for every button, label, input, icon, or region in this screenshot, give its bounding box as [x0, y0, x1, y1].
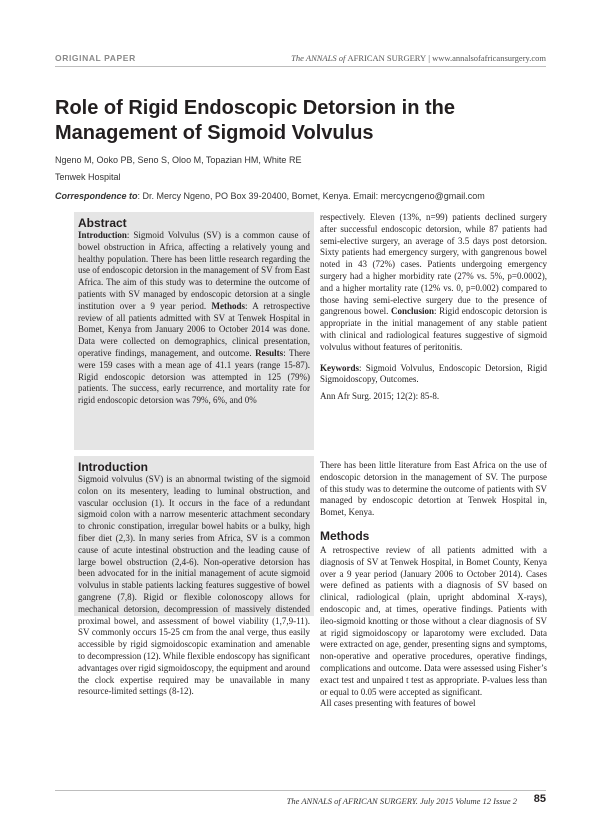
journal-name: AFRICAN SURGERY	[347, 53, 427, 63]
journal-header	[291, 53, 546, 63]
introduction-column-1	[78, 460, 310, 698]
page-number: 85	[533, 793, 546, 805]
article-title: Role of Rigid Endoscopic Detorsion in the Management of Sigmoid Volvulus	[55, 97, 456, 144]
correspondence	[55, 191, 485, 201]
abstract-results-cont: respectively. Eleven (13%, n=99) patients declined surgery after successful endoscopic detorsion, while 87 patients had semi-elective surgery, an average of 3.5 days post detorsion. Sixty patients had emergency surgery, with gangrenous bowel noted in 43 (72%) cases. Patients undergoing emergency surgery had a higher morbidity rate (27% vs. 5%, p=0.0002), and a higher mortality rate (12% vs. 0, p=0.002) compared to those having semi-elective surgery due to the presence of gangrenous bowel.	[320, 212, 547, 317]
introduction-text-1: Sigmoid volvulus (SV) is an abnormal twisting of the sigmoid colon on its mesentery, leading to luminal obstruction, and vascular occlusion (1). It occurs in the face of a redundant sigmoid colon with a narrow mesenteric attachment secondary to chronic constipation, irregular bowel habits or a bulky, high fiber diet (2,3). In many series from Africa, SV is a common cause of acute intestinal obstruction and the leading cause of large bowel obstruction (2,4-6). Non-operative detorsion has been advocated for in the initial management of acute sigmoid volvulus in stable patients lacking features suggestive of bowel gangrene (7,8). Rigid or flexible colonoscopy allows for mechanical detorsion, decompression of massively distended proximal bowel, and assessment of bowel viability (1,7,9-11). SV commonly occurs 15-25 cm from the anal verge, thus easily accessible by rigid sigmoidoscopic examination and amenable to decompression (12). While flexible endoscopy has significant advantages over rigid sigmoidoscopy, the equipment and around the clock expertise required may be unavailable in many resource-limited settings (8-12).	[78, 474, 310, 697]
abstract-intro-label: Introduction	[78, 230, 127, 240]
abstract-methods-text: : A retrospective review of all patients admitted with SV at Tenwek Hospital in Bomet, Kenya from January 2006 to October 2014 was done. Data were collected on demographics, clinical presentation, operative findings, management, and outcome.	[78, 300, 311, 358]
abstract-column-1	[78, 216, 310, 407]
affiliation: Tenwek Hospital	[55, 172, 121, 182]
methods-heading: Methods	[320, 528, 370, 543]
abstract-results-label: Results	[255, 347, 284, 358]
footer-journal-ref: The ANNALS of AFRICAN SURGERY. July 2015 Volume 12 Issue 2	[286, 796, 517, 806]
correspondence-label: Correspondence to	[55, 191, 138, 201]
abstract-results-text: : There were 159 cases with a mean age of 41.1 years (range 15-87). Rigid endoscopic detorsion was attempted in 125 (79%) patients. The success, early recurrence, and mortality rate for rigid endoscopic detorsion was 79%, 6%, and 0%	[78, 347, 311, 406]
abstract-heading: Abstract	[78, 216, 127, 230]
introduction-text-2: There has been little literature from East Africa on the use of endoscopic detorsion in the management of SV. The purpose of this study was to determine the outcome of patients with SV managed by endoscopic detortion at Tenwek Hospital in, Bomet, Kenya.	[320, 460, 547, 518]
keywords-label: Keywords	[320, 362, 359, 373]
introduction-heading: Introduction	[78, 460, 148, 474]
keywords-text: : Sigmoid Volvulus, Endoscopic Detorsion, Rigid Sigmoidoscopy, Outcomes.	[320, 362, 547, 385]
abstract-column-2	[320, 212, 547, 403]
abstract-intro-text: : Sigmoid Volvulus (SV) is a common cause of bowel obstruction in Africa, affecting a relatively young and healthy population. There has been little research regarding the use of endoscopic detorsion in the management of SV from East Africa. The aim of this study was to determine the outcome of patients with SV managed by endoscopic detorsion at a single institution over a 9 year period.	[78, 230, 310, 311]
keywords	[320, 363, 547, 387]
methods-text: A retrospective review of all patients admitted with a diagnosis of SV at Tenwek Hospital, in Bomet County, Kenya over a 9 year period (January 2006 to October 2014). Cases were defined as patients with a diagnosis of SV based on clinical, radiological (plain, upright abdominal X-rays), endoscopic and, at times, operative findings. Patients with ileo-sigmoid knotting or those without a clear diagnosis of SV at rigid sigmoidoscopy or laparotomy were excluded. Data were extracted on age, gender, presenting signs and symptoms, non-operative and operative procedures, operative findings, complications and outcome. Data were assessed using Fisher’s exact test and unpaired t test as appropriate. P-values less than or equal to 0.05 were accepted as significant.	[320, 544, 547, 697]
abstract-methods-label: Methods	[211, 300, 245, 311]
header-rule	[55, 66, 546, 67]
abstract-conclusion-text: : Rigid endoscopic detorsion is appropriate in the initial management of any stable patient with clinical and radiological features suggestive of sigmoid volvulus without features of peritonitis.	[320, 306, 547, 352]
column-2-body	[320, 460, 547, 710]
abstract-body-cont	[320, 212, 547, 354]
footer-rule	[55, 790, 546, 791]
journal-prefix: The ANNALS of	[291, 53, 348, 63]
abstract-conclusion-label: Conclusion	[390, 306, 434, 317]
section-label: ORIGINAL PAPER	[55, 53, 136, 63]
journal-url: | www.annalsofafricansurgery.com	[426, 53, 546, 63]
authors: Ngeno M, Ooko PB, Seno S, Oloo M, Topazian HM, White RE	[55, 155, 302, 165]
abstract-body	[78, 230, 310, 407]
methods-text-2: All cases presenting with features of bowel	[320, 698, 476, 709]
correspondence-text: : Dr. Mercy Ngeno, PO Box 39-20400, Bomet, Kenya. Email: mercycngeno@gmail.com	[137, 191, 485, 201]
citation: Ann Afr Surg. 2015; 12(2): 85-8.	[320, 391, 440, 402]
